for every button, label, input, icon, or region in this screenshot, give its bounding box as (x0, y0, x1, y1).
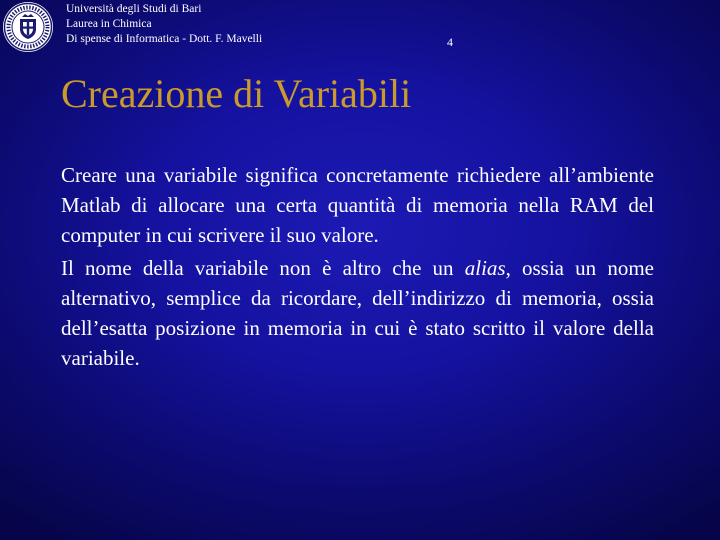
header (66, 2, 262, 47)
alias-term: alias (464, 256, 506, 280)
header-university: Università degli Studi di Bari (66, 3, 202, 15)
paragraph-1: Creare una variabile significa concretamente richiedere all’ambiente Matlab di allocare una certa quantità di memoria nella RAM del computer in cui scrivere il suo valore. (61, 163, 654, 247)
paragraph-2 (61, 253, 654, 373)
slide-number: 4 (447, 35, 453, 49)
header-course: Laurea in Chimica (66, 18, 152, 30)
university-seal-logo (0, 0, 56, 56)
slide-body (61, 160, 654, 376)
slide-title: Creazione di Variabili (61, 71, 412, 116)
paragraph-2-start: Il nome della variabile non è altro che un (61, 256, 465, 280)
header-subject: Di spense di Informatica - Dott. F. Mavelli (66, 33, 263, 45)
paragraph-2-end: , ossia un nome alternativo, semplice da ricordare, dell’indirizzo di memoria, ossia dell’esatta posizione in memoria in cui è stato scritto il valore della variabile. (61, 256, 654, 370)
